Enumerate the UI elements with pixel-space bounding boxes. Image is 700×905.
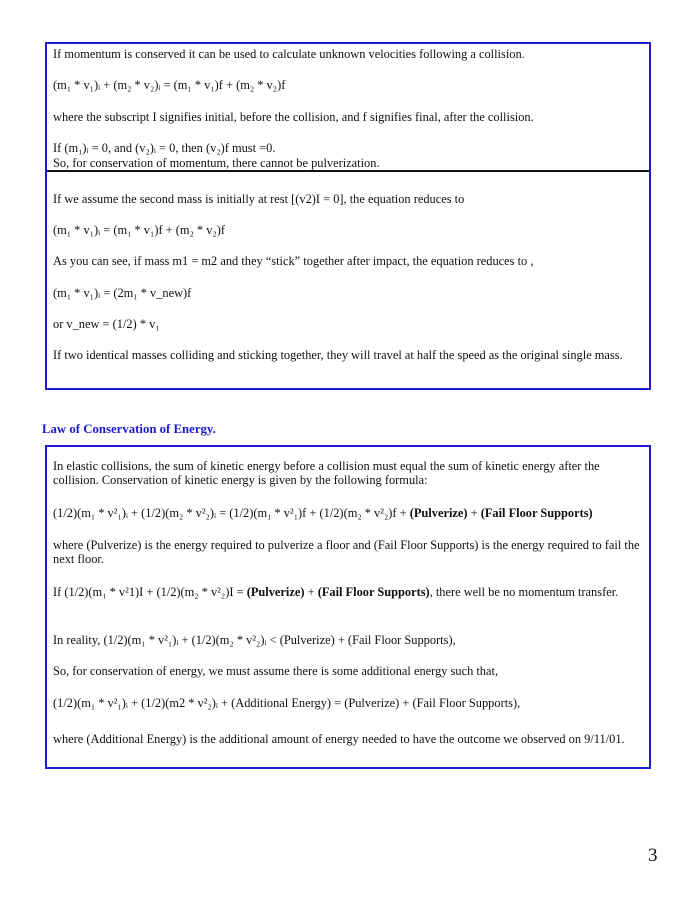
reality-inequality: In reality, (1/2)(m₁ * v²₁)ᵢ + (1/2)(m₂ * v²₂)ᵢ < (Pulverize) + (Fail Floor Supports),	[53, 633, 456, 647]
rest-assumption: If we assume the second mass is initially at rest [(v2)I = 0], the equation reduces to	[53, 192, 465, 206]
energy-conclusion: where (Additional Energy) is the additional amount of energy needed to have the outcome we observed on 9/11/01.	[53, 732, 625, 746]
energy-intro: In elastic collisions, the sum of kinetic energy before a collision must equal the sum of kinetic energy after the collision. Conservation of kinetic energy is given by the following formula:	[53, 459, 600, 487]
pulverize-term: (Pulverize)	[409, 506, 468, 520]
condition-line-2: So, for conservation of momentum, there cannot be pulverization.	[53, 156, 380, 170]
momentum-intro: If momentum is conserved it can be used to calculate unknown velocities following a collision.	[53, 47, 525, 61]
energy-box	[45, 445, 651, 769]
page-number: 3	[648, 845, 658, 866]
fail-floor-term: (Fail Floor Supports)	[480, 506, 593, 520]
vnew-equation: or v_new = (1/2) * v₁	[53, 317, 160, 331]
no-transfer-condition: If (1/2)(m₁ * v²1)I + (1/2)(m₂ * v²₂)I = (Pulverize) + (Fail Floor Supports), there well be no momentum transfer.	[53, 585, 619, 599]
kinetic-energy-equation: (1/2)(m₁ * v²₁)ᵢ + (1/2)(m₂ * v²₂)ᵢ = (1/2)(m₁ * v²₁)f + (1/2)(m₂ * v²₂)f + (Pulverize) + (Fail Floor Supports)	[53, 506, 593, 520]
fail-floor-term-2: (Fail Floor Supports)	[317, 585, 430, 599]
reduced-equation: (m₁ * v₁)ᵢ = (m₁ * v₁)f + (m₂ * v₂)f	[53, 223, 225, 237]
pulverize-term-2: (Pulverize)	[246, 585, 305, 599]
energy-heading: Law of Conservation of Energy.	[42, 422, 216, 436]
stick-equation: (m₁ * v₁)ᵢ = (2m₁ * v_new)f	[53, 286, 192, 300]
momentum-box	[45, 42, 651, 390]
momentum-conclusion: If two identical masses colliding and sticking together, they will travel at half the speed as the original single mass.	[53, 348, 623, 362]
so-line: So, for conservation of energy, we must assume there is some additional energy such that,	[53, 664, 499, 678]
if-equation-part: If (1/2)(m₁ * v²1)I + (1/2)(m₂ * v²₂)I =	[53, 585, 244, 599]
energy-definitions: where (Pulverize) is the energy required to pulverize a floor and (Fail Floor Supports) is the energy required to fail the next floor.	[53, 538, 640, 566]
subscripts-note: where the subscript I signifies initial, before the collision, and f signifies final, after the collision.	[53, 110, 534, 124]
additional-energy-equation: (1/2)(m₁ * v²₁)ᵢ + (1/2)(m2 * v²₂)ᵢ + (Additional Energy) = (Pulverize) + (Fail Floor Supports),	[53, 696, 521, 710]
section-divider	[47, 170, 649, 172]
kinetic-equation-main: (1/2)(m₁ * v²₁)ᵢ + (1/2)(m₂ * v²₂)ᵢ = (1/2)(m₁ * v²₁)f + (1/2)(m₂ * v²₂)f +	[53, 506, 407, 520]
condition-line-1: If (m₁)ᵢ = 0, and (v₂)ᵢ = 0, then (v₂)f must =0.	[53, 141, 276, 155]
momentum-equation: (m₁ * v₁)ᵢ + (m₂ * v₂)ᵢ = (m₁ * v₁)f + (m₂ * v₂)f	[53, 78, 286, 92]
no-transfer-text: , there well be no momentum transfer.	[429, 585, 619, 599]
stick-note: As you can see, if mass m1 = m2 and they “stick” together after impact, the equation reduces to ,	[53, 254, 534, 268]
